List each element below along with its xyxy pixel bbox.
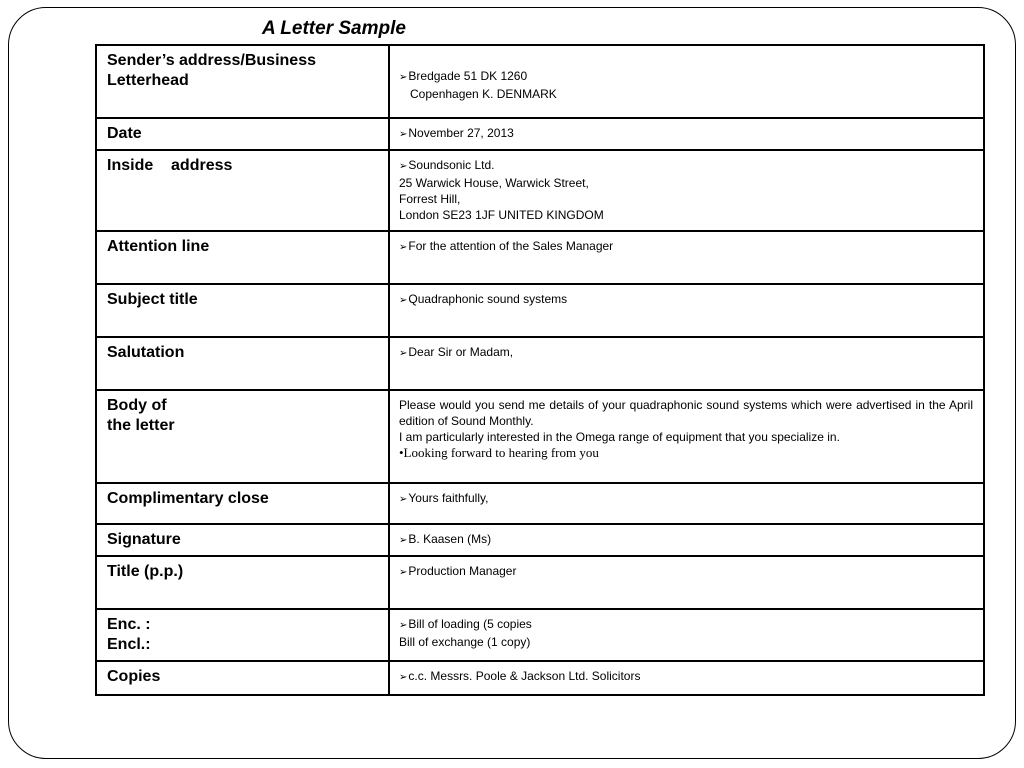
row-value-inside-address: ➢Soundsonic Ltd. 25 Warwick House, Warwick Street, Forrest Hill, London SE23 1JF UNITED KINGDOM xyxy=(389,150,984,231)
row-value-enclosures: ➢Bill of loading (5 copies Bill of exchange (1 copy) xyxy=(389,609,984,661)
table-row xyxy=(96,118,984,150)
row-label-salutation: Salutation xyxy=(96,337,389,390)
row-label-sender: Sender’s address/Business Letterhead xyxy=(96,45,389,118)
row-label-attention: Attention line xyxy=(96,231,389,284)
table-row xyxy=(96,45,984,118)
row-label-inside-address: Inside address xyxy=(96,150,389,231)
row-value-copies: ➢c.c. Messrs. Poole & Jackson Ltd. Solicitors xyxy=(389,661,984,695)
row-value-date: ➢November 27, 2013 xyxy=(389,118,984,150)
page-title: A Letter Sample xyxy=(262,18,406,39)
letter-parts-table xyxy=(95,44,985,696)
table-row xyxy=(96,609,984,661)
row-label-signature: Signature xyxy=(96,524,389,556)
arrow-bullet-icon: ➢ xyxy=(399,535,408,546)
table-row xyxy=(96,390,984,483)
row-value-salutation: ➢Dear Sir or Madam, xyxy=(389,337,984,390)
arrow-bullet-icon: ➢ xyxy=(399,242,408,253)
arrow-bullet-icon: ➢ xyxy=(399,295,408,306)
table-row xyxy=(96,150,984,231)
table-row xyxy=(96,284,984,337)
row-label-title: Title (p.p.) xyxy=(96,556,389,609)
row-value-attention: ➢For the attention of the Sales Manager xyxy=(389,231,984,284)
arrow-bullet-icon: ➢ xyxy=(399,348,408,359)
row-label-enclosures: Enc. : Encl.: xyxy=(96,609,389,661)
row-value-complimentary-close: ➢Yours faithfully, xyxy=(389,483,984,524)
row-value-title: ➢Production Manager xyxy=(389,556,984,609)
row-label-copies: Copies xyxy=(96,661,389,695)
arrow-bullet-icon: ➢ xyxy=(399,129,408,140)
arrow-bullet-icon: ➢ xyxy=(399,494,408,505)
table-row xyxy=(96,524,984,556)
arrow-bullet-icon: ➢ xyxy=(399,161,408,172)
arrow-bullet-icon: ➢ xyxy=(399,620,408,631)
row-value-signature: ➢B. Kaasen (Ms) xyxy=(389,524,984,556)
row-label-date: Date xyxy=(96,118,389,150)
row-value-subject: ➢Quadraphonic sound systems xyxy=(389,284,984,337)
table-row xyxy=(96,231,984,284)
arrow-bullet-icon: ➢ xyxy=(399,672,408,683)
table-row xyxy=(96,661,984,695)
row-label-body: Body of the letter xyxy=(96,390,389,483)
arrow-bullet-icon: ➢ xyxy=(399,567,408,578)
arrow-bullet-icon: ➢ xyxy=(399,72,408,83)
table-row xyxy=(96,337,984,390)
row-value-body: Please would you send me details of your quadraphonic sound systems which were advertised in the April edition of Sound Monthly. I am particularly interested in the Omega range of equipment that you specialize in. •Looking forward to hearing from you xyxy=(389,390,984,483)
row-label-subject: Subject title xyxy=(96,284,389,337)
row-value-sender: ➢Bredgade 51 DK 1260 Copenhagen K. DENMARK xyxy=(389,45,984,118)
row-label-complimentary-close: Complimentary close xyxy=(96,483,389,524)
table-row xyxy=(96,483,984,524)
table-row xyxy=(96,556,984,609)
